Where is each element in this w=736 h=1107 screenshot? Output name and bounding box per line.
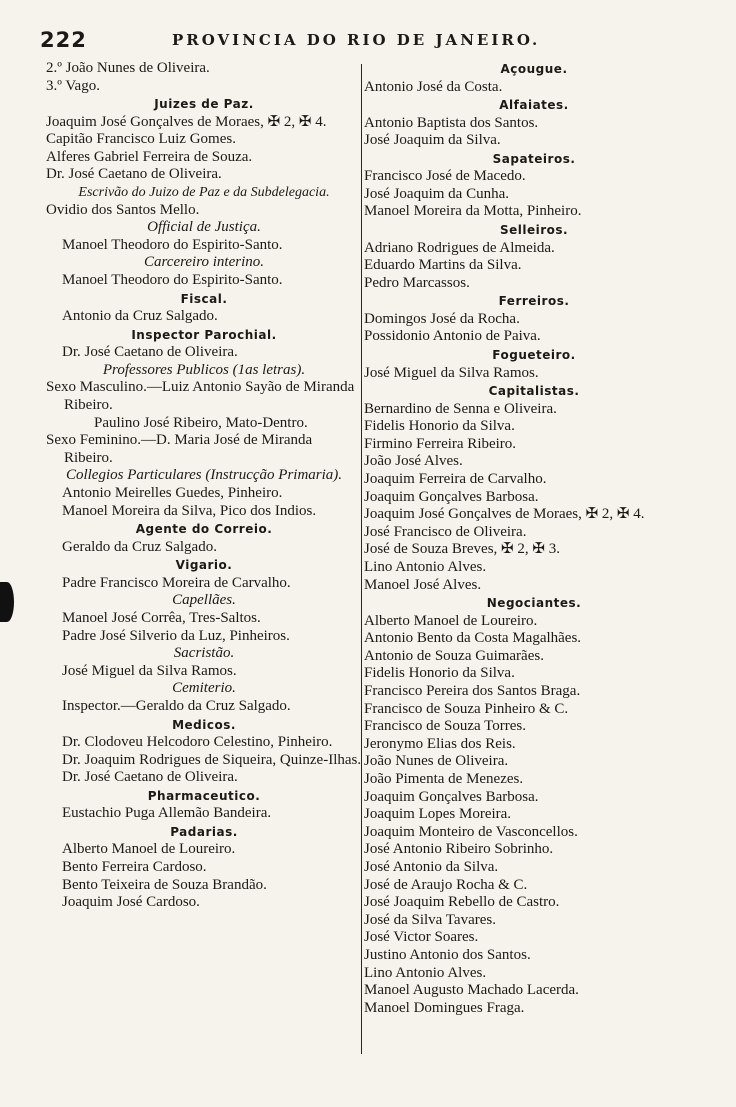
section-heading: Collegios Particulares (Instrucção Primaria). bbox=[65, 467, 343, 484]
list-item: Joaquim José Cardoso. bbox=[62, 894, 200, 911]
section-heading: Inspector Parochial. bbox=[131, 327, 277, 342]
section-heading: Padarias. bbox=[170, 824, 238, 839]
list-item: Alferes Gabriel Ferreira de Souza. bbox=[46, 148, 253, 165]
list-item: Alberto Manoel de Loureiro. bbox=[62, 841, 236, 858]
list-item: Bernardino de Senna e Oliveira. bbox=[364, 400, 557, 417]
section-heading: Fogueteiro. bbox=[492, 348, 576, 363]
list-item: Francisco Pereira dos Santos Braga. bbox=[364, 683, 581, 700]
list-item: José Miguel da Silva Ramos. bbox=[62, 662, 237, 679]
list-item: Geraldo da Cruz Salgado. bbox=[62, 538, 217, 555]
section-heading: Professores Publicos (1as letras). bbox=[102, 361, 306, 378]
section-heading: Cemiterio. bbox=[172, 680, 236, 697]
list-item: Lino Antonio Alves. bbox=[364, 964, 487, 981]
list-item: Joaquim Lopes Moreira. bbox=[364, 806, 512, 823]
list-item: Paulino José Ribeiro, Mato-Dentro. bbox=[94, 414, 308, 431]
list-item: Manoel José Corrêa, Tres-Saltos. bbox=[62, 609, 261, 626]
list-item: Manoel Augusto Machado Lacerda. bbox=[364, 982, 579, 999]
list-item: Bento Teixeira de Souza Brandão. bbox=[62, 876, 267, 893]
list-item: Manoel Moreira da Silva, Pico dos Indios. bbox=[62, 502, 317, 519]
page-number: 222 bbox=[40, 28, 87, 52]
list-item: 3.º Vago. bbox=[46, 77, 100, 94]
section-heading: Ferreiros. bbox=[498, 294, 570, 309]
list-item: Dr. José Caetano de Oliveira. bbox=[62, 344, 238, 361]
list-item: Antonio da Cruz Salgado. bbox=[62, 308, 218, 325]
list-item: Dr. José Caetano de Oliveira. bbox=[46, 166, 222, 183]
list-item: Antonio José da Costa. bbox=[364, 78, 503, 95]
section-heading: Sacristão. bbox=[173, 645, 235, 662]
list-item: José Joaquim da Cunha. bbox=[364, 185, 509, 202]
list-item: 2.º João Nunes de Oliveira. bbox=[46, 60, 210, 76]
list-item: José de Araujo Rocha & C. bbox=[364, 876, 528, 893]
section-heading: Capellães. bbox=[172, 592, 236, 609]
list-item: Joaquim Ferreira de Carvalho. bbox=[364, 471, 547, 487]
section-heading: Negociantes. bbox=[486, 596, 582, 611]
list-item: Manoel Domingues Fraga. bbox=[364, 999, 525, 1016]
section-heading: Escrivão do Juizo de Paz e da Subdelegacia. bbox=[78, 185, 330, 201]
list-item: Fidelis Honorio da Silva. bbox=[364, 665, 515, 682]
list-item: Joaquim Gonçalves Barbosa. bbox=[364, 788, 539, 805]
list-item: Inspector.—Geraldo da Cruz Salgado. bbox=[62, 697, 291, 714]
list-item: Francisco de Souza Pinheiro & C. bbox=[364, 700, 569, 717]
section-heading: Capitalistas. bbox=[488, 384, 580, 399]
section-heading: Agente do Correio. bbox=[135, 522, 273, 537]
section-heading: Carcereiro interino. bbox=[144, 254, 264, 271]
list-item: João Pimenta de Menezes. bbox=[364, 771, 524, 787]
list-item: Ovidio dos Santos Mello. bbox=[46, 201, 200, 218]
right-column bbox=[364, 60, 704, 1017]
list-item: Bento Ferreira Cardoso. bbox=[62, 858, 207, 875]
list-item: Manoel Theodoro do Espirito-Santo. bbox=[62, 236, 283, 253]
section-heading: Açougue. bbox=[500, 62, 568, 76]
list-item: José Francisco de Oliveira. bbox=[364, 523, 527, 540]
list-item: Firmino Ferreira Ribeiro. bbox=[364, 435, 517, 452]
list-item: Capitão Francisco Luiz Gomes. bbox=[46, 131, 236, 148]
binding-mark bbox=[0, 582, 14, 622]
list-item: Joaquim Monteiro de Vasconcellos. bbox=[364, 823, 578, 840]
list-item: Manoel José Alves. bbox=[364, 576, 482, 593]
list-item: Sexo Feminino.—D. Maria José de Miranda Ribeiro. bbox=[46, 432, 313, 466]
list-item: Pedro Marcassos. bbox=[364, 274, 470, 291]
list-item: Eustachio Puga Allemão Bandeira. bbox=[62, 805, 272, 822]
list-item: Joaquim Gonçalves Barbosa. bbox=[364, 488, 539, 505]
list-item: Antonio Bento da Costa Magalhães. bbox=[364, 630, 582, 647]
list-item: Domingos José da Rocha. bbox=[364, 310, 520, 327]
left-column bbox=[46, 60, 362, 912]
section-heading: Fiscal. bbox=[180, 291, 228, 306]
list-item: Dr. Joaquim Rodrigues de Siqueira, Quinze-Ilhas. bbox=[62, 751, 362, 768]
list-item: Alberto Manoel de Loureiro. bbox=[364, 612, 538, 629]
list-item: Possidonio Antonio de Paiva. bbox=[364, 328, 541, 345]
section-heading: Medicos. bbox=[172, 717, 236, 732]
running-head: PROVINCIA DO RIO DE JANEIRO. bbox=[172, 31, 541, 49]
list-item: José Joaquim Rebello de Castro. bbox=[364, 894, 560, 911]
list-item: José da Silva Tavares. bbox=[364, 911, 496, 928]
section-heading: Juizes de Paz. bbox=[154, 97, 254, 112]
list-item: José Miguel da Silva Ramos. bbox=[364, 364, 539, 381]
list-item: Padre Francisco Moreira de Carvalho. bbox=[62, 574, 291, 591]
list-item: José Victor Soares. bbox=[364, 929, 479, 946]
list-item: Dr. José Caetano de Oliveira. bbox=[62, 769, 238, 786]
list-item: Antonio de Souza Guimarães. bbox=[364, 647, 544, 664]
list-item: Antonio Meirelles Guedes, Pinheiro. bbox=[62, 484, 283, 501]
section-heading: Selleiros. bbox=[499, 223, 569, 238]
list-item: Sexo Masculino.—Luiz Antonio Sayão de Miranda Ribeiro. bbox=[46, 379, 355, 413]
list-item: Justino Antonio dos Santos. bbox=[364, 946, 531, 963]
list-item: Adriano Rodrigues de Almeida. bbox=[364, 239, 555, 256]
page-header bbox=[40, 28, 560, 56]
list-item: Manoel Moreira da Motta, Pinheiro. bbox=[364, 203, 582, 220]
list-item: Padre José Silverio da Luz, Pinheiros. bbox=[62, 627, 290, 644]
list-item: Dr. Clodoveu Helcodoro Celestino, Pinheiro. bbox=[62, 734, 333, 750]
list-item: Joaquim José Gonçalves de Moraes, ✠ 2, ✠ 4. bbox=[46, 113, 327, 130]
list-item: Joaquim José Gonçalves de Moraes, ✠ 2, ✠ 4. bbox=[364, 506, 645, 523]
list-item: José Joaquim da Silva. bbox=[364, 132, 501, 149]
section-heading: Pharmaceutico. bbox=[147, 788, 261, 803]
section-heading: Alfaiates. bbox=[499, 98, 569, 113]
list-item: Lino Antonio Alves. bbox=[364, 558, 487, 575]
list-item: Manoel Theodoro do Espirito-Santo. bbox=[62, 272, 283, 289]
list-item: Eduardo Martins da Silva. bbox=[364, 257, 522, 274]
list-item: José Antonio da Silva. bbox=[364, 858, 499, 875]
section-heading: Official de Justiça. bbox=[147, 219, 261, 236]
list-item: José Antonio Ribeiro Sobrinho. bbox=[364, 841, 554, 858]
list-item: Jeronymo Elias dos Reis. bbox=[364, 735, 516, 752]
list-item: José de Souza Breves, ✠ 2, ✠ 3. bbox=[364, 541, 560, 558]
list-item: João Nunes de Oliveira. bbox=[364, 753, 509, 770]
list-item: Francisco de Souza Torres. bbox=[364, 718, 526, 735]
list-item: Francisco José de Macedo. bbox=[364, 168, 526, 185]
list-item: João José Alves. bbox=[364, 453, 463, 470]
section-heading: Vigario. bbox=[175, 558, 233, 573]
list-item: Antonio Baptista dos Santos. bbox=[364, 114, 539, 131]
list-item: Fidelis Honorio da Silva. bbox=[364, 418, 515, 435]
section-heading: Sapateiros. bbox=[492, 151, 576, 166]
